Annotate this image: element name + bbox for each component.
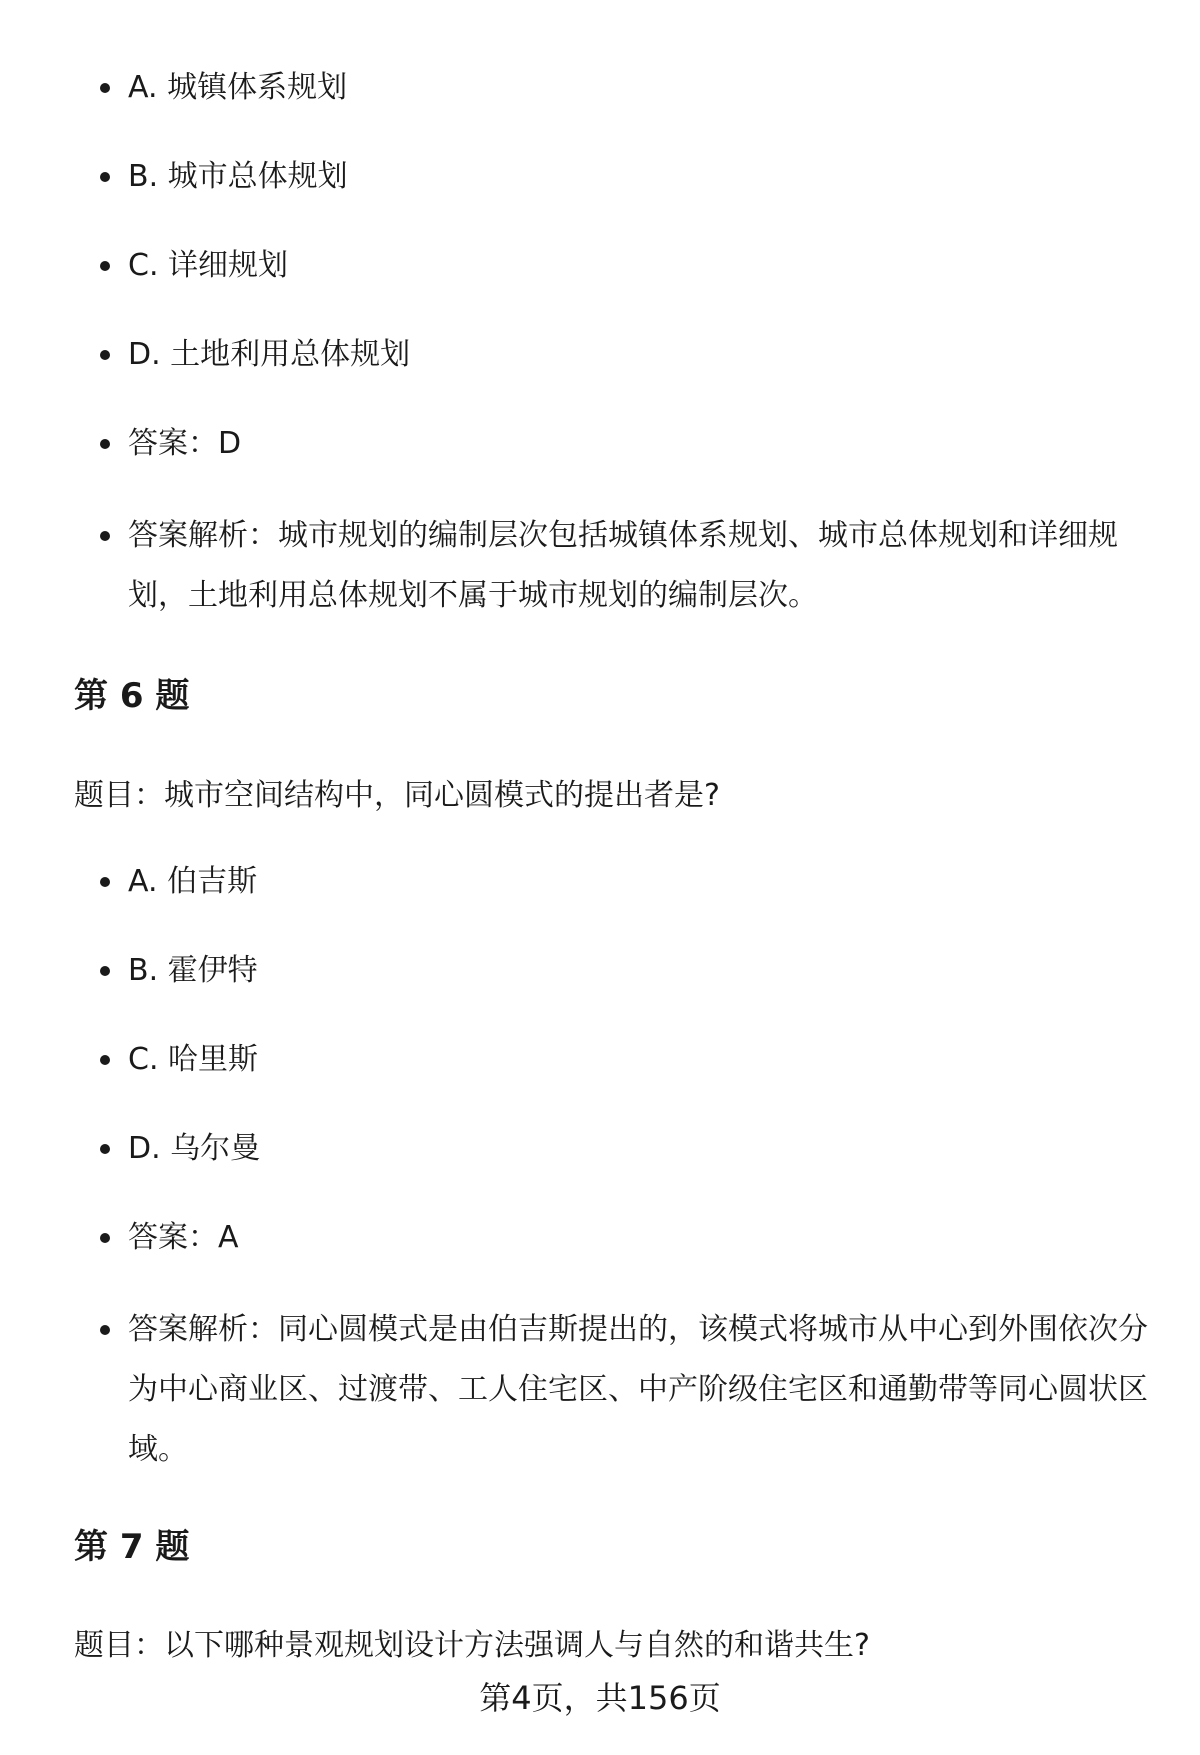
option-b: B. 城市总体规划 [128,147,1148,207]
answer-explanation: 答案解析：城市规划的编制层次包括城镇体系规划、城市总体规划和详细规划，土地利用总体规划不属于城市规划的编制层次。 [128,506,1148,626]
question-7-heading: 第 7 题 [74,1527,190,1567]
question-6-text: 题目：城市空间结构中，同心圆模式的提出者是? [74,778,720,813]
option-d: D. 乌尔曼 [128,1119,1148,1179]
question-7-text: 题目：以下哪种景观规划设计方法强调人与自然的和谐共生? [74,1628,870,1663]
option-a: A. 城镇体系规划 [128,58,1148,118]
question-6-heading: 第 6 题 [74,676,190,716]
answer-explanation: 答案解析：同心圆模式是由伯吉斯提出的，该模式将城市从中心到外围依次分为中心商业区、过渡带、工人住宅区、中产阶级住宅区和通勤带等同心圆状区域。 [128,1300,1148,1480]
answer: 答案：D [128,414,1148,474]
option-c: C. 详细规划 [128,236,1148,296]
page-number: 第4页，共156页 [479,1679,721,1717]
option-d: D. 土地利用总体规划 [128,325,1148,385]
option-c: C. 哈里斯 [128,1030,1148,1090]
answer: 答案：A [128,1208,1148,1268]
option-b: B. 霍伊特 [128,941,1148,1001]
option-a: A. 伯吉斯 [128,852,1148,912]
